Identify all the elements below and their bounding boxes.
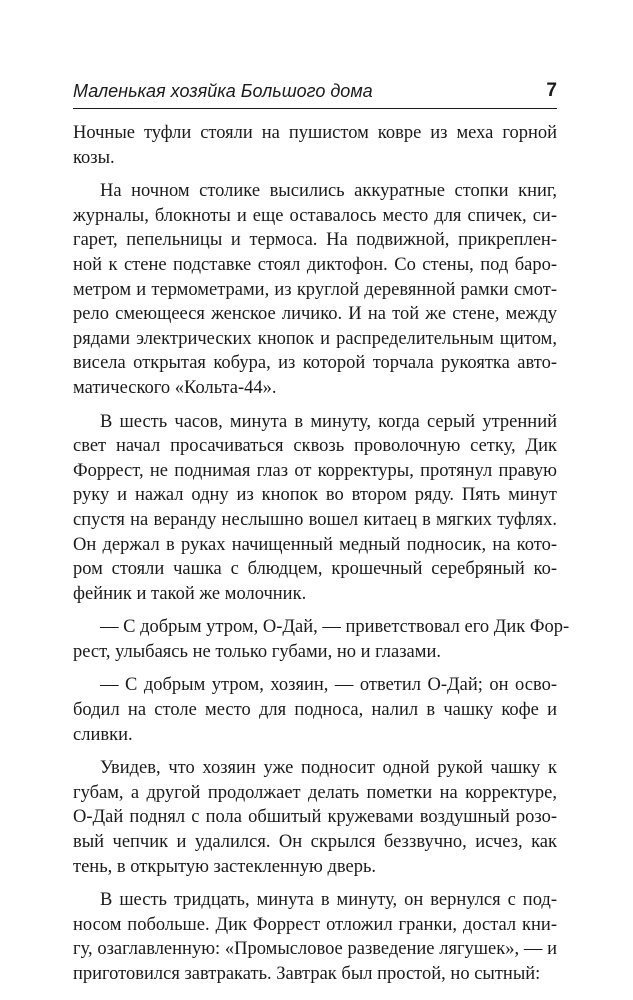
text-line: матического «Кольта-44».: [73, 377, 277, 398]
text-line: спустя на веранду неслышно вошел китаец в мягких туфлях.: [73, 509, 557, 530]
text-line: руку и нажал одну из кнопок во втором ряду. Пять минут: [73, 485, 557, 506]
text-line: свет начал просачиваться сквозь проволочную сетку, Дик: [73, 436, 557, 457]
page-number: 7: [546, 80, 557, 101]
text-line: фейник и такой же молочник.: [73, 583, 307, 604]
text-line: ной к стене подставке стоял диктофон. Со стены, под баро-: [73, 254, 557, 275]
text-line: Форрест, не поднимая глаз от корректуры, протянул правую: [73, 460, 557, 481]
text-line: — С добрым утром, О-Дай, — приветствовал его Дик Фор-: [100, 617, 570, 638]
text-line: бодил на столе место для подноса, налил в чашку кофе и: [73, 700, 557, 721]
text-line: В шесть тридцать, минута в минуту, он вернулся с под-: [100, 890, 557, 911]
paragraph: [73, 673, 557, 747]
paragraph: [73, 121, 557, 170]
text-line: носом побольше. Дик Форрест отложил гранки, достал кни-: [73, 914, 557, 935]
book-title: Маленькая хозяйка Большого дома: [73, 81, 373, 101]
text-line: рест, улыбаясь не только губами, но и глазами.: [73, 641, 441, 662]
paragraph: [73, 615, 570, 664]
text-line: гарет, пепельницы и термоса. На подвижной, прикреплен-: [73, 230, 557, 251]
text-line: Он держал в руках начищенный медный подносик, на кото-: [73, 534, 557, 555]
paragraph: [73, 179, 557, 400]
running-header: [73, 80, 557, 109]
text-line: тень, в открытую застекленную дверь.: [73, 856, 377, 877]
text-line: В шесть часов, минута в минуту, когда серый утренний: [100, 411, 557, 432]
text-line: Ночные туфли стояли на пушистом ковре из меха горной: [73, 123, 557, 143]
body-text: [73, 121, 570, 987]
text-line: гу, озаглавленную: «Промысловое разведение лягушек», — и: [73, 939, 557, 960]
paragraph: [73, 888, 557, 986]
text-line: губам, а другой продолжает делать пометки на корректуре,: [73, 782, 557, 803]
text-line: — С добрым утром, хозяин, — ответил О-Дай; он осво-: [100, 675, 557, 696]
text-line: О-Дай поднял с пола обшитый кружевами воздушный розо-: [73, 807, 557, 828]
text-line: сливки.: [73, 724, 133, 745]
text-line: ром стояли чашка с блюдцем, крошечный серебряный ко-: [73, 559, 557, 580]
text-line: рело смеющееся женское личико. И на той же стене, между: [73, 304, 557, 325]
book-page: [73, 80, 570, 987]
text-line: На ночном столике высились аккуратные стопки книг,: [100, 181, 557, 202]
text-line: Увидев, что хозяин уже подносит одной рукой чашку к: [100, 758, 557, 779]
text-line: висела открытая кобура, из которой торчала рукоятка авто-: [73, 353, 557, 374]
text-line: козы.: [73, 147, 115, 168]
text-line: метром и термометрами, из круглой деревянной рамки смот-: [73, 279, 557, 300]
text-line: приготовился завтракать. Завтрак был простой, но сытный:: [73, 964, 541, 984]
text-line: рядами электрических кнопок и распределительным щитом,: [73, 328, 557, 349]
text-line: журналы, блокноты и еще оставалось место для спичек, си-: [73, 205, 557, 226]
paragraph: [73, 410, 557, 607]
text-line: вый чепчик и удалился. Он скрылся беззвучно, исчез, как: [73, 832, 557, 853]
paragraph: [73, 756, 557, 879]
